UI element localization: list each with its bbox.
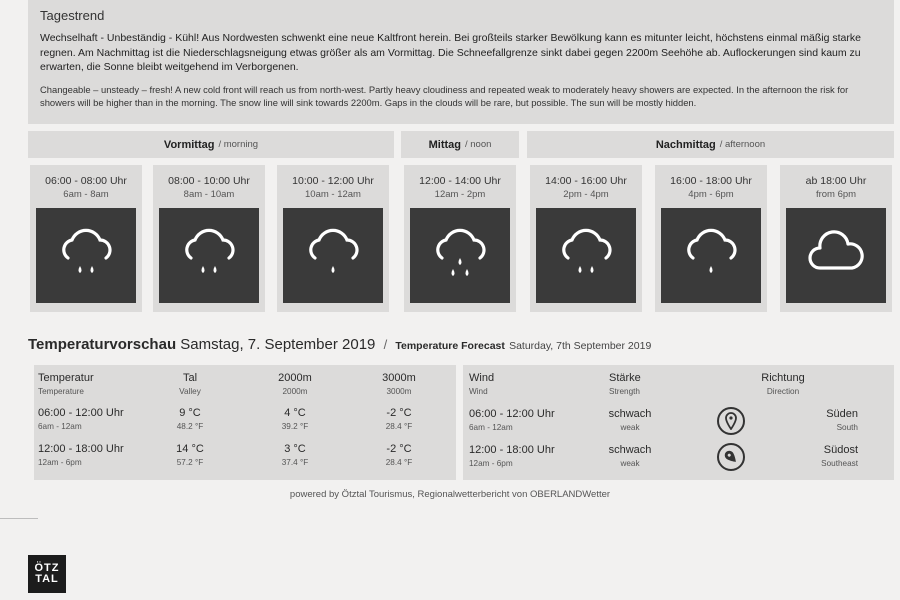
valley-temp: 9 °C 48.2 °F (176, 407, 204, 431)
divider (0, 518, 38, 519)
slot-time-en: 10am - 12am (305, 189, 361, 200)
header-label-en: Direction (766, 387, 800, 396)
cloud-rain-icon (536, 208, 636, 303)
header-label: 2000m (278, 372, 312, 384)
cloud-light-rain-icon (661, 208, 761, 303)
logo-line: TAL (35, 573, 59, 585)
period-label: Mittag (428, 138, 461, 151)
slot-time-en: 6am - 8am (63, 189, 109, 200)
slot-time: 06:00 - 08:00 Uhr (45, 175, 127, 187)
slot-time: 14:00 - 16:00 Uhr (545, 175, 627, 187)
table-header (369, 372, 429, 398)
temp-2000m: 3 °C 37.4 °F (281, 443, 309, 467)
period-sublabel: / morning (218, 139, 259, 150)
header-label: Temperatur (38, 372, 94, 384)
slot-time: ab 18:00 Uhr (805, 175, 867, 187)
header-label: Tal (182, 372, 198, 384)
slot-time: 16:00 - 18:00 Uhr (670, 175, 752, 187)
table-header (609, 372, 641, 398)
header-label-en: Strength (609, 387, 640, 396)
slot-time-en: 12am - 2pm (434, 189, 486, 200)
row-time: 12:00 - 18:00 Uhr 12am - 6pm (469, 444, 555, 468)
row-time: 06:00 - 12:00 Uhr 6am - 12am (38, 407, 124, 431)
trend-text-german: Wechselhaft - Unbeständig - Kühl! Aus Nordwesten schwenkt eine neue Kaltfront herein. Bei großteils starker Bewölkung kann es mitunter leicht, höchstens einmal mäßig starke regnen. Am Nachmittag ist die Niederschlagsneigung etwas größer als am Vormittag. Die Schneefallgrenze sinkt dabei gegen 2200m Seehöhe ab. Auflockerungen sind kaum zu erwarten, die Sonne bleibt weitgehend im Verborgenen. (40, 32, 861, 74)
header-label: Richtung (761, 372, 805, 384)
trend-text-english: Changeable – unsteady – fresh! A new cold front will reach us from north-west. Partly heavy cloudiness and repeated weak to moderately heavy showers are expected. In the afternoon the risk for showers will be higher than in the morning. The snow line will sink towards 2200m. Gaps in the clouds will be rare, but possible. The sun will be mostly hidden. (40, 83, 849, 108)
header-label-en: 2000m (282, 387, 308, 396)
header-label-en: Temperature (38, 387, 84, 396)
table-header (265, 372, 325, 398)
slot-time-en: from 6pm (815, 189, 857, 200)
period-sublabel: / afternoon (719, 139, 766, 150)
period-afternoon (527, 131, 894, 158)
wind-strength: schwach weak (608, 444, 652, 468)
footer-credit: powered by Ötztal Tourismus, Regionalwetterbericht von OBERLANDWetter (289, 489, 611, 500)
row-time: 12:00 - 18:00 Uhr 12am - 6pm (38, 443, 124, 467)
forecast-date-en: Saturday, 7th September 2019 (509, 340, 652, 352)
wind-strength: schwach weak (608, 408, 652, 432)
header-label: Stärke (609, 372, 641, 384)
temp-2000m: 4 °C 39.2 °F (281, 407, 309, 431)
slot-time: 10:00 - 12:00 Uhr (292, 175, 374, 187)
table-header (753, 372, 813, 398)
wind-table (463, 365, 894, 480)
header-label: Wind (469, 372, 495, 384)
cloud-heavy-rain-icon (410, 208, 510, 303)
forecast-heading (28, 336, 651, 353)
slot-time: 08:00 - 10:00 Uhr (168, 175, 250, 187)
wind-direction: Süden South (826, 408, 858, 432)
table-header (38, 372, 94, 398)
cloud-icon (786, 208, 886, 303)
slot-time-en: 8am - 10am (183, 189, 235, 200)
slot-time: 12:00 - 14:00 Uhr (419, 175, 501, 187)
row-time: 06:00 - 12:00 Uhr 6am - 12am (469, 408, 555, 432)
time-slot (404, 165, 516, 312)
period-label: Vormittag (163, 138, 215, 151)
cloud-light-rain-icon (283, 208, 383, 303)
trend-title: Tagestrend (40, 8, 105, 23)
time-slot (655, 165, 767, 312)
header-label: 3000m (382, 372, 416, 384)
time-slot (530, 165, 642, 312)
oetztal-logo (28, 555, 66, 593)
time-slot (277, 165, 389, 312)
forecast-title-en: Temperature Forecast (395, 340, 505, 352)
forecast-title: Temperaturvorschau (28, 336, 177, 353)
time-slot (153, 165, 265, 312)
time-slot (780, 165, 892, 312)
period-label: Nachmittag (655, 138, 716, 151)
time-slot (30, 165, 142, 312)
slot-time-en: 4pm - 6pm (688, 189, 734, 200)
daily-trend-panel (28, 0, 894, 124)
temperature-table (34, 365, 456, 480)
period-noon (401, 131, 519, 158)
temp-3000m: -2 °C 28.4 °F (385, 407, 413, 431)
logo-line: ÖTZ (34, 561, 60, 574)
wind-direction-south-icon (717, 407, 745, 435)
header-label-en: 3000m (386, 387, 412, 396)
header-label-en: Valley (179, 387, 201, 396)
cloud-rain-icon (36, 208, 136, 303)
period-morning (28, 131, 394, 158)
forecast-date: Samstag, 7. September 2019 (180, 336, 376, 353)
period-sublabel: / noon (464, 139, 492, 150)
cloud-rain-icon (159, 208, 259, 303)
heading-separator: / (383, 337, 388, 352)
temp-3000m: -2 °C 28.4 °F (385, 443, 413, 467)
table-header (160, 372, 220, 398)
valley-temp: 14 °C 57.2 °F (176, 443, 204, 467)
wind-direction: Südost Southeast (821, 444, 858, 468)
slot-time-en: 2pm - 4pm (563, 189, 609, 200)
header-label-en: Wind (469, 387, 488, 396)
table-header (469, 372, 494, 398)
wind-direction-southeast-icon (717, 443, 745, 471)
